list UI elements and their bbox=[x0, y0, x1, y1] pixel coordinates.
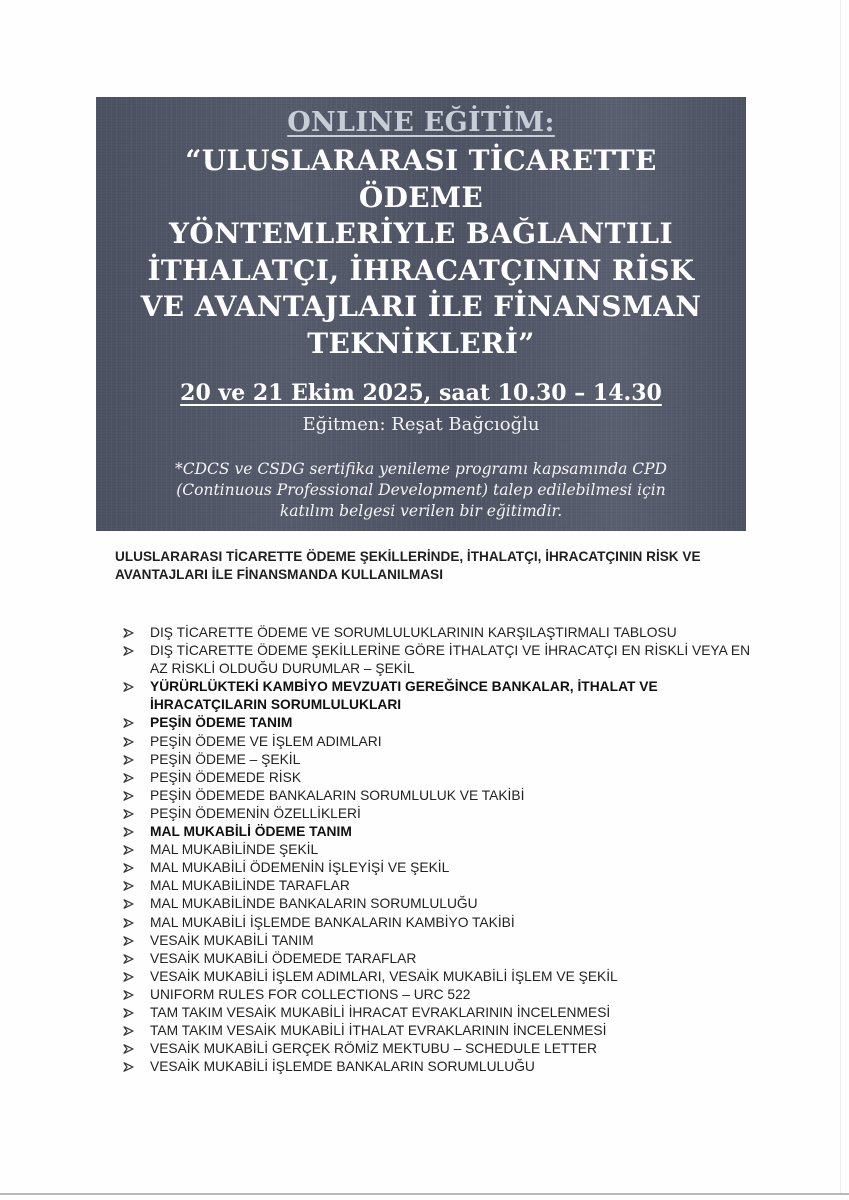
topic-text: MAL MUKABİLİNDE BANKALARIN SORUMLULUĞU bbox=[150, 896, 478, 912]
topic-item bbox=[123, 624, 763, 642]
arrowhead-bullet-icon bbox=[123, 1022, 137, 1036]
note-line: katılım belgesi verilen bir eğitimdir. bbox=[279, 502, 563, 520]
arrowhead-bullet-icon bbox=[123, 787, 137, 801]
topic-item bbox=[123, 877, 763, 895]
topic-text: PEŞİN ÖDEMEDE RİSK bbox=[150, 769, 302, 785]
training-dates bbox=[96, 380, 746, 406]
topic-text: PEŞİN ÖDEME – ŞEKİL bbox=[150, 751, 301, 767]
topic-text: YÜRÜRLÜKTEKİ KAMBİYO MEVZUATI GEREĞİNCE BANKALAR, İTHALAT VE İHRACATÇILARIN SORUMLULUKLARI bbox=[150, 679, 658, 713]
topic-item bbox=[123, 932, 763, 950]
arrowhead-bullet-icon bbox=[123, 642, 137, 656]
topic-text: MAL MUKABİLİ ÖDEME TANIM bbox=[150, 824, 352, 840]
topic-text: DIŞ TİCARETTE ÖDEME ŞEKİLLERİNE GÖRE İTHALATÇI VE İHRACATÇI EN RİSKLİ VEYA EN AZ RİSKLİ OLDUĞU DURUMLAR – ŞEKİL bbox=[150, 643, 751, 677]
topic-text: PEŞİN ÖDEMENİN ÖZELLİKLERİ bbox=[150, 805, 361, 821]
topic-text: VESAİK MUKABİLİ İŞLEMDE BANKALARIN SORUMLULUĞU bbox=[150, 1059, 535, 1075]
topic-item bbox=[123, 823, 763, 841]
topic-item bbox=[123, 950, 763, 968]
topic-item bbox=[123, 714, 763, 732]
topic-text: PEŞİN ÖDEMEDE BANKALARIN SORUMLULUK VE TAKİBİ bbox=[150, 787, 525, 803]
arrowhead-bullet-icon bbox=[123, 895, 137, 909]
topic-text: VESAİK MUKABİLİ GERÇEK RÖMİZ MEKTUBU – SCHEDULE LETTER bbox=[150, 1041, 597, 1057]
topic-item bbox=[123, 859, 763, 877]
topic-item bbox=[123, 805, 763, 823]
arrowhead-bullet-icon bbox=[123, 823, 137, 837]
scan-bottom-edge bbox=[0, 1193, 849, 1195]
title-line: ÖDEME bbox=[358, 180, 484, 214]
arrowhead-bullet-icon bbox=[123, 1040, 137, 1054]
topic-text: MAL MUKABİLİNDE ŞEKİL bbox=[150, 842, 319, 858]
arrowhead-bullet-icon bbox=[123, 986, 137, 1000]
section-heading: ULUSLARARASI TİCARETTE ÖDEME ŞEKİLLERİNDE, İTHALATÇI, İHRACATÇININ RİSK VE AVANTAJLARI İLE FİNANSMANDA KULLANILMASI bbox=[115, 549, 701, 582]
title-line: “ULUSLARARASI TİCARETTE bbox=[185, 144, 657, 177]
topic-item bbox=[123, 1004, 763, 1022]
arrowhead-bullet-icon bbox=[123, 877, 137, 891]
topic-text: PEŞİN ÖDEME VE İŞLEM ADIMLARI bbox=[150, 733, 382, 749]
topic-text: TAM TAKIM VESAİK MUKABİLİ İHRACAT EVRAKLARININ İNCELENMESİ bbox=[150, 1004, 611, 1020]
banner-kicker bbox=[96, 107, 746, 138]
topic-text: VESAİK MUKABİLİ İŞLEM ADIMLARI, VESAİK MUKABİLİ İŞLEM VE ŞEKİL bbox=[150, 968, 618, 984]
title-line: TEKNİKLERİ” bbox=[307, 326, 535, 360]
arrowhead-bullet-icon bbox=[123, 914, 137, 928]
topic-item bbox=[123, 986, 763, 1004]
training-title bbox=[96, 143, 746, 362]
topic-item bbox=[123, 914, 763, 932]
kicker-text: ONLINE EĞİTİM: bbox=[287, 107, 555, 138]
note-line: *CDCS ve CSDG sertifika yenileme programı kapsamında CPD bbox=[175, 460, 667, 478]
topic-text: VESAİK MUKABİLİ TANIM bbox=[150, 932, 314, 948]
title-line: VE AVANTAJLARI İLE FİNANSMAN bbox=[140, 290, 702, 323]
arrowhead-bullet-icon bbox=[123, 1004, 137, 1018]
topic-item bbox=[123, 642, 763, 678]
cpd-note bbox=[106, 459, 736, 522]
topic-text: MAL MUKABİLİ ÖDEMENİN İŞLEYİŞİ VE ŞEKİL bbox=[150, 860, 450, 876]
topic-text: TAM TAKIM VESAİK MUKABİLİ İTHALAT EVRAKLARININ İNCELENMESİ bbox=[150, 1023, 607, 1039]
training-banner bbox=[96, 97, 746, 531]
note-line: (Continuous Professional Development) talep edilebilmesi için bbox=[176, 481, 666, 499]
topic-text: VESAİK MUKABİLİ ÖDEMEDE TARAFLAR bbox=[150, 950, 417, 966]
title-line: YÖNTEMLERİYLE BAĞLANTILI bbox=[169, 217, 673, 250]
arrowhead-bullet-icon bbox=[123, 841, 137, 855]
topic-item bbox=[123, 678, 763, 714]
arrowhead-bullet-icon bbox=[123, 678, 137, 692]
topic-item bbox=[123, 841, 763, 859]
arrowhead-bullet-icon bbox=[123, 733, 137, 747]
dates-text: 20 ve 21 Ekim 2025, saat 10.30 – 14.30 bbox=[180, 380, 662, 406]
arrowhead-bullet-icon bbox=[123, 769, 137, 783]
topic-item bbox=[123, 1022, 763, 1040]
topic-list bbox=[123, 624, 763, 1076]
arrowhead-bullet-icon bbox=[123, 751, 137, 765]
topic-text: UNIFORM RULES FOR COLLECTIONS – URC 522 bbox=[150, 986, 471, 1002]
topic-item bbox=[123, 895, 763, 913]
arrowhead-bullet-icon bbox=[123, 714, 137, 728]
arrowhead-bullet-icon bbox=[123, 859, 137, 873]
topic-text: MAL MUKABİLİNDE TARAFLAR bbox=[150, 878, 350, 894]
topic-item bbox=[123, 1040, 763, 1058]
arrowhead-bullet-icon bbox=[123, 1058, 137, 1072]
arrowhead-bullet-icon bbox=[123, 950, 137, 964]
topic-item bbox=[123, 769, 763, 787]
topic-item bbox=[123, 968, 763, 986]
arrowhead-bullet-icon bbox=[123, 968, 137, 982]
topic-item bbox=[123, 733, 763, 751]
topic-text: DIŞ TİCARETTE ÖDEME VE SORUMLULUKLARININ KARŞILAŞTIRMALI TABLOSU bbox=[150, 625, 677, 640]
trainer-name: Eğitmen: Reşat Bağcıoğlu bbox=[302, 414, 540, 435]
arrowhead-bullet-icon bbox=[123, 932, 137, 946]
topic-item bbox=[123, 787, 763, 805]
scan-edge bbox=[840, 0, 841, 1193]
topic-text: MAL MUKABİLİ İŞLEMDE BANKALARIN KAMBİYO TAKİBİ bbox=[150, 914, 515, 930]
title-line: İTHALATÇI, İHRACATÇININ RİSK bbox=[147, 253, 695, 287]
topic-text: PEŞİN ÖDEME TANIM bbox=[150, 715, 293, 731]
topic-item bbox=[123, 751, 763, 769]
topic-item bbox=[123, 1058, 763, 1076]
arrowhead-bullet-icon bbox=[123, 624, 137, 638]
arrowhead-bullet-icon bbox=[123, 805, 137, 819]
